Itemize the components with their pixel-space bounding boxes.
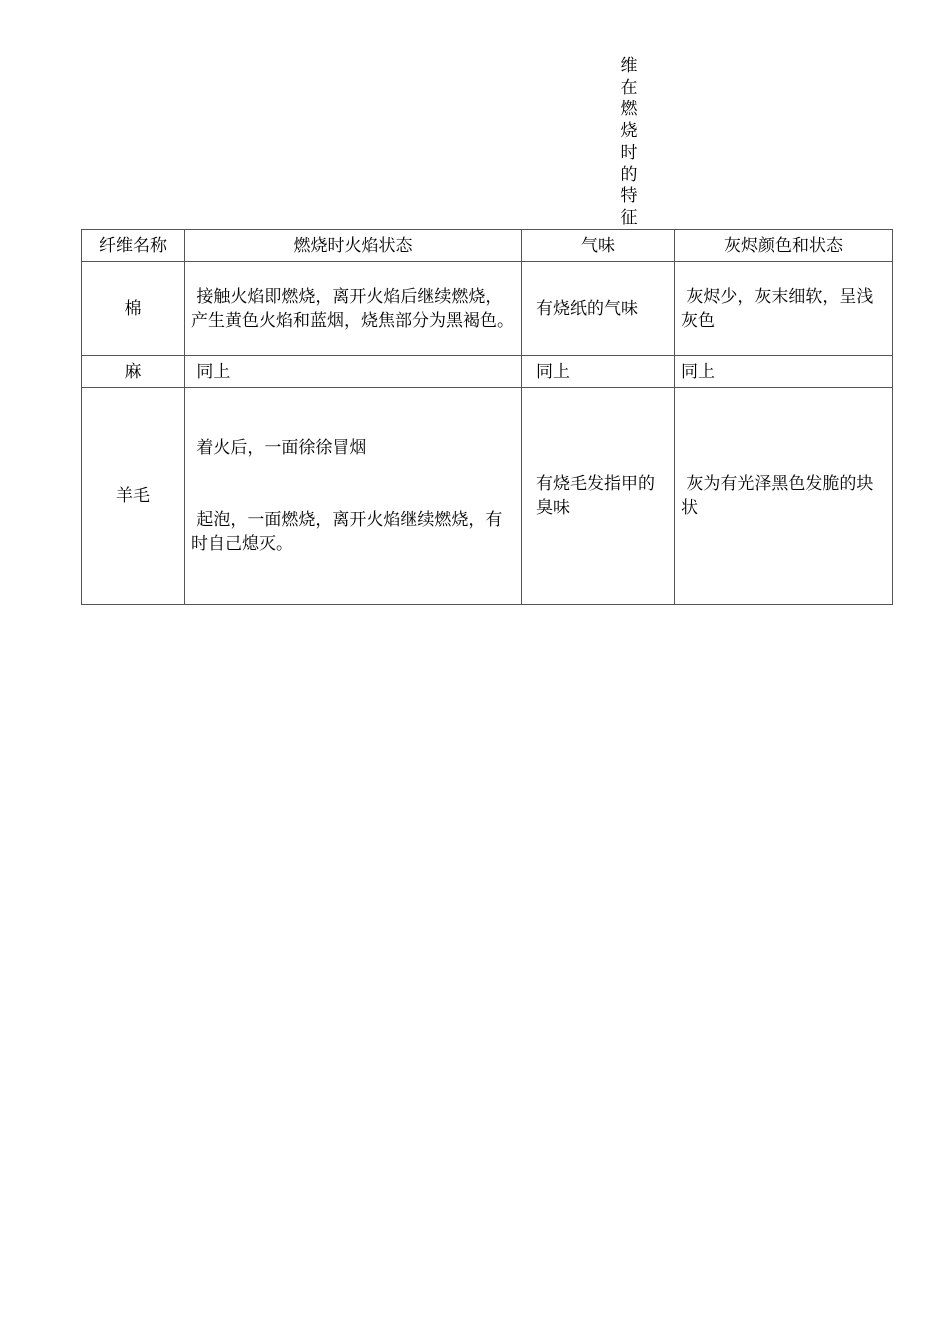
smell-cell: 同上 <box>522 356 675 388</box>
header-flame-state: 燃烧时火焰状态 <box>185 230 522 262</box>
flame-state-cell: 接触火焰即燃烧，离开火焰后继续燃烧，产生黄色火焰和蓝烟，烧焦部分为黑褐色。 <box>185 262 522 356</box>
flame-state-cell: 同上 <box>185 356 522 388</box>
fiber-name-cell: 羊毛 <box>82 388 185 605</box>
ash-state-cell: 灰为有光泽黑色发脆的块状 <box>675 388 893 605</box>
ash-state-cell: 同上 <box>675 356 893 388</box>
flame-state-line: 着火后，一面徐徐冒烟 <box>191 438 367 458</box>
table-row <box>82 388 893 605</box>
smell-cell: 有烧毛发指甲的臭味 <box>522 388 675 605</box>
flame-state-cell <box>185 388 522 605</box>
fiber-name-cell: 棉 <box>82 262 185 356</box>
fiber-name-cell: 麻 <box>82 356 185 388</box>
smell-cell: 有烧纸的气味 <box>522 262 675 356</box>
table-row <box>82 262 893 356</box>
flame-state-line: 起泡，一面燃烧，离开火焰继续燃烧，有时自己熄灭。 <box>191 510 503 554</box>
ash-state-cell: 灰烬少，灰末细软，呈浅灰色 <box>675 262 893 356</box>
table-header-row <box>82 230 893 262</box>
header-ash-state: 灰烬颜色和状态 <box>675 230 893 262</box>
header-smell: 气味 <box>522 230 675 262</box>
vertical-title: 维在燃烧时的特征 <box>620 56 638 228</box>
header-fiber-name: 纤维名称 <box>82 230 185 262</box>
table-row <box>82 356 893 388</box>
fiber-burning-table <box>81 229 893 605</box>
